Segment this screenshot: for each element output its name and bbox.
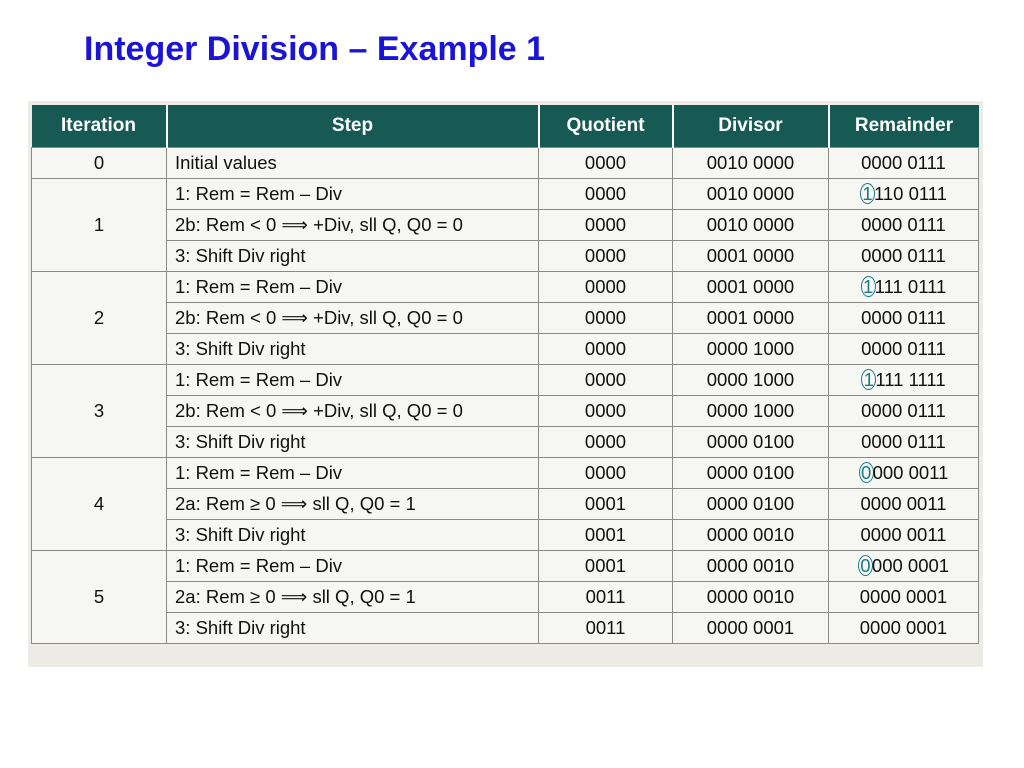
circled-sign-bit: 1 bbox=[861, 276, 876, 297]
table-row bbox=[32, 520, 979, 551]
step-cell: Initial values bbox=[167, 148, 539, 179]
divisor-cell: 0000 0100 bbox=[673, 458, 829, 489]
quotient-cell: 0001 bbox=[539, 489, 673, 520]
step-cell: 2b: Rem < 0 ⟹ +Div, sll Q, Q0 = 0 bbox=[167, 303, 539, 334]
step-cell: 1: Rem = Rem – Div bbox=[167, 458, 539, 489]
remainder-cell: 0000 0011 bbox=[829, 520, 979, 551]
quotient-cell: 0000 bbox=[539, 210, 673, 241]
table-row bbox=[32, 458, 979, 489]
remainder-cell: 0000 0111 bbox=[829, 210, 979, 241]
quotient-cell: 0000 bbox=[539, 272, 673, 303]
step-cell: 3: Shift Div right bbox=[167, 334, 539, 365]
remainder-rest: 110 0111 bbox=[873, 183, 948, 204]
quotient-cell: 0000 bbox=[539, 396, 673, 427]
header-remainder: Remainder bbox=[829, 105, 979, 148]
quotient-cell: 0000 bbox=[539, 241, 673, 272]
table-row bbox=[32, 241, 979, 272]
divisor-cell: 0000 1000 bbox=[673, 334, 829, 365]
step-cell: 2a: Rem ≥ 0 ⟹ sll Q, Q0 = 1 bbox=[167, 582, 539, 613]
remainder-cell bbox=[829, 365, 979, 396]
circled-sign-bit: 0 bbox=[859, 462, 874, 483]
remainder-cell: 0000 0111 bbox=[829, 396, 979, 427]
step-cell: 1: Rem = Rem – Div bbox=[167, 365, 539, 396]
divisor-cell: 0010 0000 bbox=[673, 179, 829, 210]
table-row bbox=[32, 148, 979, 179]
step-cell: 1: Rem = Rem – Div bbox=[167, 272, 539, 303]
remainder-rest: 111 0111 bbox=[874, 276, 947, 297]
step-cell: 2b: Rem < 0 ⟹ +Div, sll Q, Q0 = 0 bbox=[167, 210, 539, 241]
step-cell: 1: Rem = Rem – Div bbox=[167, 551, 539, 582]
table-row bbox=[32, 489, 979, 520]
circled-sign-bit: 0 bbox=[858, 555, 873, 576]
divisor-cell: 0000 0100 bbox=[673, 489, 829, 520]
remainder-cell: 0000 0111 bbox=[829, 334, 979, 365]
quotient-cell: 0000 bbox=[539, 427, 673, 458]
remainder-cell: 0000 0111 bbox=[829, 427, 979, 458]
iteration-cell: 4 bbox=[32, 458, 167, 551]
step-cell: 3: Shift Div right bbox=[167, 241, 539, 272]
table-row bbox=[32, 179, 979, 210]
remainder-rest: 111 1111 bbox=[875, 369, 946, 390]
iteration-cell: 2 bbox=[32, 272, 167, 365]
remainder-rest: 000 0011 bbox=[872, 462, 949, 483]
divisor-cell: 0010 0000 bbox=[673, 210, 829, 241]
remainder-cell bbox=[829, 458, 979, 489]
step-cell: 2b: Rem < 0 ⟹ +Div, sll Q, Q0 = 0 bbox=[167, 396, 539, 427]
remainder-cell bbox=[829, 272, 979, 303]
table-image-frame bbox=[28, 101, 983, 667]
slide-title: Integer Division – Example 1 bbox=[84, 30, 546, 68]
iteration-cell: 1 bbox=[32, 179, 167, 272]
quotient-cell: 0001 bbox=[539, 520, 673, 551]
table-row bbox=[32, 210, 979, 241]
quotient-cell: 0000 bbox=[539, 458, 673, 489]
table-header-row bbox=[32, 105, 979, 148]
header-iteration: Iteration bbox=[32, 105, 167, 148]
iteration-cell: 3 bbox=[32, 365, 167, 458]
header-quotient: Quotient bbox=[539, 105, 673, 148]
step-cell: 1: Rem = Rem – Div bbox=[167, 179, 539, 210]
divisor-cell: 0000 0010 bbox=[673, 520, 829, 551]
table-row bbox=[32, 551, 979, 582]
quotient-cell: 0000 bbox=[539, 179, 673, 210]
quotient-cell: 0000 bbox=[539, 334, 673, 365]
quotient-cell: 0000 bbox=[539, 365, 673, 396]
quotient-cell: 0011 bbox=[539, 582, 673, 613]
divisor-cell: 0001 0000 bbox=[673, 241, 829, 272]
divisor-cell: 0000 0010 bbox=[673, 551, 829, 582]
division-steps-table bbox=[31, 105, 979, 644]
remainder-cell bbox=[829, 179, 979, 210]
table-row bbox=[32, 427, 979, 458]
divisor-cell: 0000 0010 bbox=[673, 582, 829, 613]
divisor-cell: 0000 0001 bbox=[673, 613, 829, 644]
divisor-cell: 0000 0100 bbox=[673, 427, 829, 458]
table-row bbox=[32, 396, 979, 427]
quotient-cell: 0000 bbox=[539, 148, 673, 179]
circled-sign-bit: 1 bbox=[861, 369, 876, 390]
step-cell: 3: Shift Div right bbox=[167, 427, 539, 458]
remainder-cell: 0000 0111 bbox=[829, 241, 979, 272]
remainder-cell: 0000 0011 bbox=[829, 489, 979, 520]
remainder-cell: 0000 0001 bbox=[829, 582, 979, 613]
divisor-cell: 0001 0000 bbox=[673, 272, 829, 303]
table-row bbox=[32, 303, 979, 334]
table-row bbox=[32, 365, 979, 396]
divisor-cell: 0010 0000 bbox=[673, 148, 829, 179]
step-cell: 3: Shift Div right bbox=[167, 520, 539, 551]
remainder-cell bbox=[829, 551, 979, 582]
step-cell: 2a: Rem ≥ 0 ⟹ sll Q, Q0 = 1 bbox=[167, 489, 539, 520]
iteration-cell: 0 bbox=[32, 148, 167, 179]
divisor-cell: 0001 0000 bbox=[673, 303, 829, 334]
divisor-cell: 0000 1000 bbox=[673, 365, 829, 396]
iteration-cell: 5 bbox=[32, 551, 167, 644]
quotient-cell: 0001 bbox=[539, 551, 673, 582]
quotient-cell: 0000 bbox=[539, 303, 673, 334]
quotient-cell: 0011 bbox=[539, 613, 673, 644]
table-row bbox=[32, 334, 979, 365]
header-divisor: Divisor bbox=[673, 105, 829, 148]
remainder-cell: 0000 0001 bbox=[829, 613, 979, 644]
remainder-cell: 0000 0111 bbox=[829, 303, 979, 334]
table-row bbox=[32, 613, 979, 644]
table-row bbox=[32, 272, 979, 303]
table-row bbox=[32, 582, 979, 613]
remainder-cell: 0000 0111 bbox=[829, 148, 979, 179]
header-step: Step bbox=[167, 105, 539, 148]
table-body bbox=[32, 148, 979, 644]
step-cell: 3: Shift Div right bbox=[167, 613, 539, 644]
divisor-cell: 0000 1000 bbox=[673, 396, 829, 427]
remainder-rest: 000 0001 bbox=[871, 555, 950, 576]
circled-sign-bit: 1 bbox=[860, 183, 875, 204]
